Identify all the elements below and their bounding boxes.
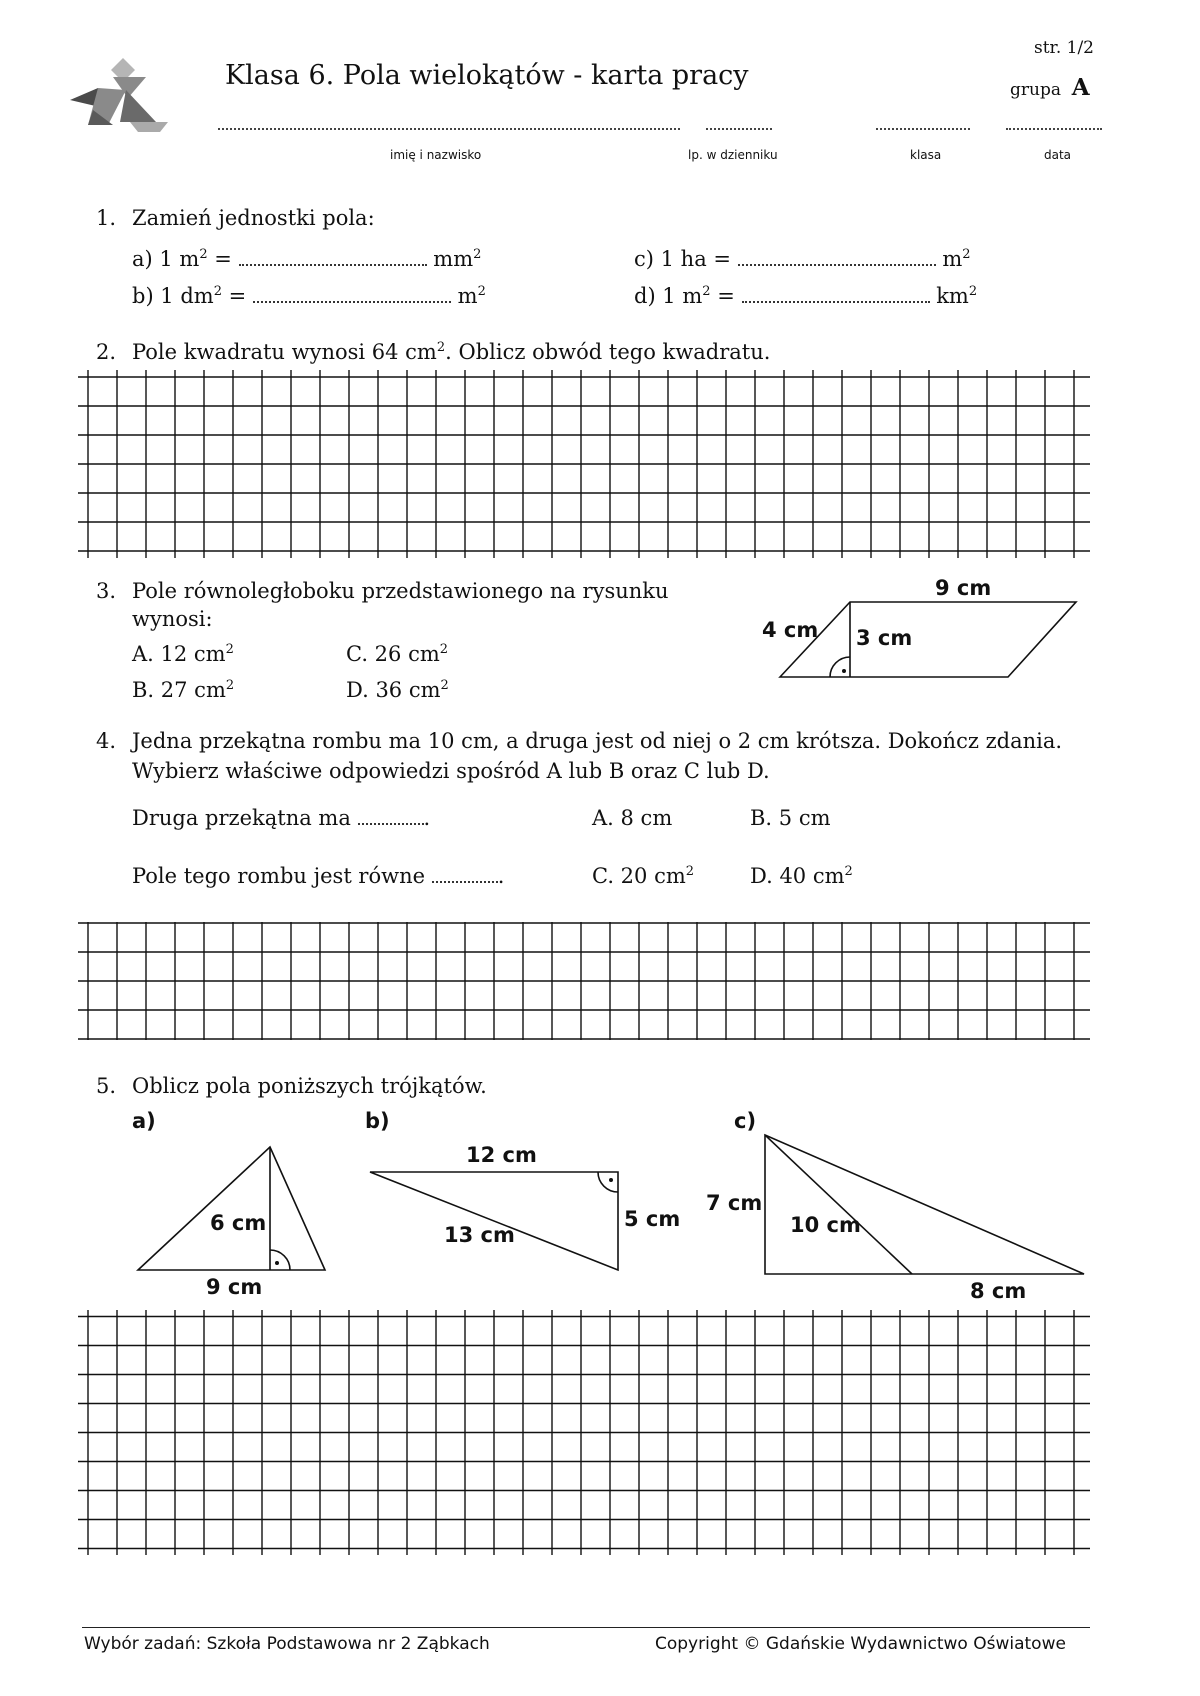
publisher-logo xyxy=(68,50,178,135)
right-angle-arc xyxy=(830,657,850,677)
footer-right: Copyright © Gdańskie Wydawnictwo Oświatowe xyxy=(655,1634,1066,1654)
task3-line2: wynosi: xyxy=(132,607,213,631)
field-number-label: lp. w dzienniku xyxy=(688,148,778,162)
task5-number: 5. xyxy=(96,1074,117,1098)
task1-c: c) 1 ha = $m^2$ xyxy=(634,247,971,271)
task1-b: b) 1 $dm^2 = m^2$ xyxy=(132,284,486,308)
task5-figures xyxy=(100,1100,1100,1310)
field-class-line[interactable] xyxy=(876,128,970,130)
task3-parallelogram-figure xyxy=(760,575,1090,685)
task4-sentence2-answer[interactable] xyxy=(432,865,498,883)
field-date-line[interactable] xyxy=(1006,128,1102,130)
triangle-a-right-angle xyxy=(270,1250,290,1270)
triangle-c xyxy=(765,1135,1084,1274)
field-class-label: klasa xyxy=(910,148,942,162)
field-date-label: data xyxy=(1044,148,1072,162)
task4-number: 4. xyxy=(96,729,117,753)
triangle-c-label: c) xyxy=(734,1109,757,1133)
task2-text: Pole kwadratu wynosi 64 $cm^2$. Oblicz obwód tego kwadratu. xyxy=(132,340,771,364)
task1-a: a) 1 $m^2 = mm^2$ xyxy=(132,247,482,271)
triangle-b-label: b) xyxy=(365,1109,390,1133)
task1-d: d) 1 $m^2 = km^2$ xyxy=(634,284,978,308)
triangle-b-right-angle xyxy=(598,1172,618,1192)
page-number: str. 1/2 xyxy=(1034,38,1094,58)
triangle-b-hyp-label: 13 cm xyxy=(444,1223,515,1247)
task5-grid[interactable] xyxy=(78,1310,1090,1555)
task1-c-answer[interactable] xyxy=(738,248,936,266)
field-name-label: imię i nazwisko xyxy=(390,148,482,162)
task4-option-b[interactable]: B. 5 cm xyxy=(750,806,831,830)
footer-left: Wybór zadań: Szkoła Podstawowa nr 2 Ząbkach xyxy=(84,1634,490,1654)
footer-rule xyxy=(82,1627,1090,1628)
task1-b-answer[interactable] xyxy=(253,285,451,303)
task3-line1: Pole równoległoboku przedstawionego na rysunku xyxy=(132,579,669,603)
task4-line2: Wybierz właściwe odpowiedzi spośród A lub B oraz C lub D. xyxy=(132,759,770,783)
task3-option-d[interactable]: D. 36 $cm^2$ xyxy=(346,678,449,702)
group-value: A xyxy=(1071,74,1090,101)
triangle-a-label: a) xyxy=(132,1109,156,1133)
triangle-a xyxy=(138,1147,325,1270)
triangle-a-height-label: 6 cm xyxy=(210,1211,267,1235)
task3-option-c[interactable]: C. 26 $cm^2$ xyxy=(346,642,449,666)
triangle-b-top-label: 12 cm xyxy=(466,1143,537,1167)
parallelogram-shape xyxy=(780,602,1076,677)
task3-number: 3. xyxy=(96,579,117,603)
field-name-line[interactable] xyxy=(218,128,680,130)
triangle-c-inner-label: 10 cm xyxy=(790,1213,861,1237)
triangle-c-inner xyxy=(765,1135,912,1274)
triangle-b-dot xyxy=(609,1178,613,1182)
triangle-a-base-label: 9 cm xyxy=(206,1275,263,1299)
triangle-b xyxy=(370,1172,618,1270)
task4-option-d[interactable]: D. 40 $cm^2$ xyxy=(750,864,853,888)
triangle-c-left-label: 7 cm xyxy=(706,1191,763,1215)
task2-grid[interactable] xyxy=(78,370,1090,558)
task1-d-answer[interactable] xyxy=(742,285,930,303)
task4-sentence1-answer[interactable] xyxy=(358,807,424,825)
parallelogram-top-label: 9 cm xyxy=(935,576,992,600)
triangle-b-side-label: 5 cm xyxy=(624,1207,681,1231)
task4-option-c[interactable]: C. 20 $cm^2$ xyxy=(592,864,695,888)
triangle-a-dot xyxy=(275,1261,279,1265)
task3-option-b[interactable]: B. 27 $cm^2$ xyxy=(132,678,235,702)
task4-sentence1: Druga przekątna ma . xyxy=(132,806,431,830)
task4-line1: Jedna przekątna rombu ma 10 cm, a druga jest od niej o 2 cm krótsza. Dokończ zdania. xyxy=(132,729,1063,753)
parallelogram-side-label: 4 cm xyxy=(762,618,819,642)
task1-text: Zamień jednostki pola: xyxy=(132,206,375,230)
task4-sentence2: Pole tego rombu jest równe . xyxy=(132,864,505,888)
task5-text: Oblicz pola poniższych trójkątów. xyxy=(132,1074,487,1098)
task3-option-a[interactable]: A. 12 $cm^2$ xyxy=(132,642,234,666)
task4-grid[interactable] xyxy=(78,922,1090,1040)
group-label: grupa A xyxy=(1010,74,1090,101)
parallelogram-height-label: 3 cm xyxy=(856,626,913,650)
page-title: Klasa 6. Pola wielokątów - karta pracy xyxy=(225,60,749,91)
task2-number: 2. xyxy=(96,340,117,364)
task4-option-a[interactable]: A. 8 cm xyxy=(592,806,673,830)
task1-a-answer[interactable] xyxy=(239,248,427,266)
triangle-c-base-label: 8 cm xyxy=(970,1279,1027,1303)
field-number-line[interactable] xyxy=(706,128,772,130)
task1-number: 1. xyxy=(96,206,117,230)
right-angle-dot xyxy=(842,669,846,673)
